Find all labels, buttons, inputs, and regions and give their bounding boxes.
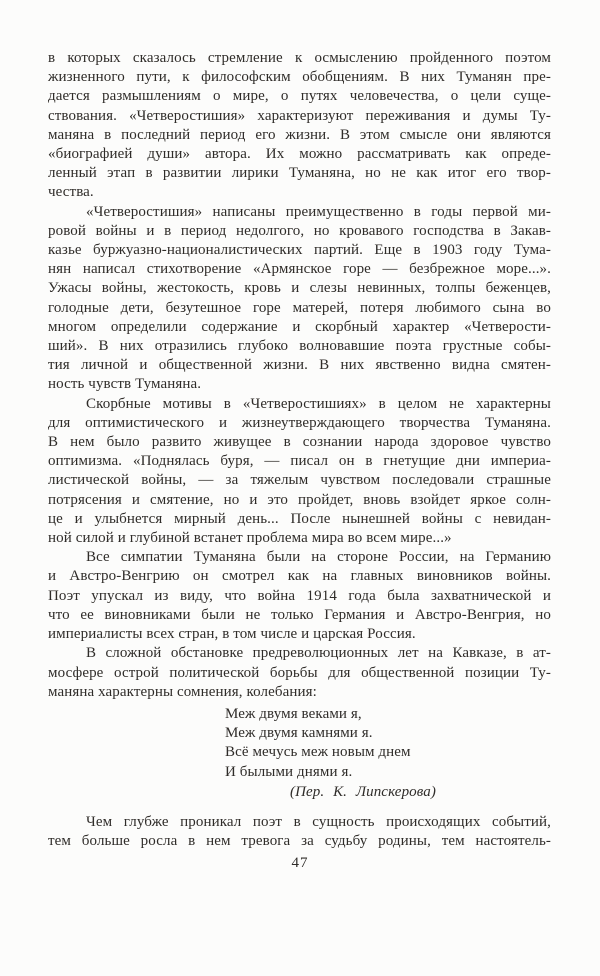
paragraph-5-line-3: маняна характерны сомнения, колебания: [48,683,317,700]
paragraph-2-line-9: тия личной и общественной жизни. В них явственно видна смятен- [48,357,551,374]
paragraph-4 [48,548,551,644]
paragraph-2-line-7: многом определили содержание и скорбный характер «Четверости- [48,318,551,335]
poem-quote-line-3: Всё мечусь меж новым днем [225,744,411,761]
paragraph-2-line-6: голодные дети, безутешное горе матерей, потеря любимого сына во [48,299,551,316]
paragraph-3-line-1: Скорбные мотивы в «Четверостишиях» в целом не характерны [86,395,551,412]
paragraph-5-line-2: мосфере острой политической борьбы для общественной позиции Ту- [48,664,551,681]
paragraph-5-line-1: В сложной обстановке предреволюционных лет на Кавказе, в ат- [86,645,551,662]
paragraph-4-line-2: и Австро-Венгрию он смотрел как на главных виновников войны. [48,568,551,585]
poem-quote-line-1: Меж двумя веками я, [225,705,362,722]
paragraph-2-line-10: ность чувств Туманяна. [48,376,202,393]
paragraph-3-line-3: В нем было развито живущее в сознании народа здоровое чувство [48,434,551,451]
paragraph-1-line-5: маняна в последний период его жизни. В этом смысле они являются [48,126,551,143]
paragraph-2-line-8: ший». В них отразились глубоко волновавшие поэта грустные собы- [48,338,551,355]
paragraph-3-line-6: потрясения и смятение, но и это пройдет, вновь взойдет яркое солн- [48,491,551,508]
paragraph-2-line-2: ровой войны и в период недолгого, но кровавого господства в Закав- [48,222,551,239]
paragraph-1 [48,49,551,203]
paragraph-4-line-5: империалисты всех стран, в том числе и царская Россия. [48,626,416,643]
paragraph-1-line-6: «биографией души» автора. Их можно рассматривать как опреде- [48,146,551,163]
paragraph-3-line-8: ной силой и глубиной встанет проблема мира во всем мире...» [48,530,452,547]
paragraph-1-line-2: жизненного пути, к философским обобщениям. В них Туманян пре- [48,69,551,86]
paragraph-3-line-7: це и улыбнется мирный день... После нынешней войны с невидан- [48,510,551,527]
translator-attribution [48,783,551,802]
poem-quote-line-2: Меж двумя камнями я. [225,725,373,742]
paragraph-6-line-2: тем больше росла в нем тревога за судьбу родины, тем настоятель- [48,833,551,850]
paragraph-1-line-1: в которых сказалось стремление к осмыслению пройденного поэтом [48,50,551,66]
paragraph-4-line-4: что ее виновниками были не только Германия и Австро-Венгрия, но [48,606,551,623]
paragraph-1-line-7: ленный этап в развитии лирики Туманяна, но не как итог его твор- [48,165,551,182]
paragraph-2-line-1: «Четверостишия» написаны преимущественно в годы первой ми- [86,203,551,220]
paragraph-2-line-4: нян написал стихотворение «Армянское горе — безбрежное море...». [48,261,551,278]
paragraph-3-line-4: оптимизма. «Поднялась буря, — писал он в гнетущие дни империа- [48,453,551,470]
paragraph-2-line-3: казье буржуазно-националистических партий. Еще в 1903 году Тума- [48,242,551,259]
paragraph-1-line-3: дается размышлениям о мире, о путях человечества, о цели суще- [48,88,551,105]
paragraph-6-line-1: Чем глубже проникал поэт в сущность происходящих событий, [86,813,551,830]
text-block [48,49,551,851]
paragraph-3-line-2: для оптимистического и жизнеутверждающего творчества Туманяна. [48,414,551,431]
paragraph-2-line-5: Ужасы войны, жестокость, кровь и слезы невинных, толпы беженцев, [48,280,551,297]
paragraph-2 [48,203,551,395]
paragraph-3-line-5: листической войны, — за тяжелым чувством последовали страшные [48,472,551,489]
paragraph-1-line-4: ствования. «Четверостишия» характеризуют переживания и думы Ту- [48,107,551,124]
translator-attribution-line-1: (Пер. К. Липскерова) [290,783,436,800]
paragraph-5 [48,644,551,702]
paragraph-6 [48,813,551,851]
page-number: 47 [291,855,309,871]
paragraph-4-line-1: Все симпатии Туманяна были на стороне России, на Германию [86,549,551,566]
poem-quote-line-4: И былыми днями я. [225,763,353,780]
paragraph-3 [48,395,551,549]
poem-quote [225,705,551,782]
paragraph-4-line-3: Поэт упускал из виду, что война 1914 года была захватнической и [48,587,551,604]
paragraph-1-line-8: чества. [48,184,94,201]
